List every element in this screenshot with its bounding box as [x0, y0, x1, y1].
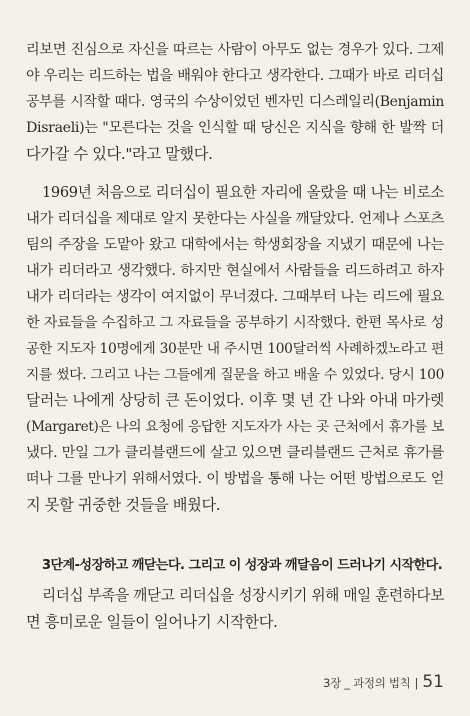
text-line: 내가 리더라고 생각했다. 하지만 현실에서 사람들을 리드하려고 하자: [26, 263, 444, 279]
text-line: 지를 썼다. 그리고 나는 그들에게 질문을 하고 배울 수 있었다. 당시 100: [26, 367, 444, 383]
text-line: 달러는 나에게 상당히 큰 돈이었다. 이후 몇 년 간 나와 아내 마가렛: [26, 392, 444, 409]
text-line: 팀의 주장을 도맡아 왔고 대학에서는 학생회장을 지냈기 때문에 나는: [26, 237, 444, 253]
text-line: Disraeli)는 "모른다는 것을 인식할 때 당신은 지식을 향해 한 발짝 더: [26, 120, 444, 136]
text-line: 떠나 그를 만나기 위해서였다. 이 방법을 통해 나는 어떤 방법으로도 얻: [26, 471, 444, 487]
text-line: 리보면 진심으로 자신을 따르는 사람이 아무도 없는 경우가 있다. 그제: [26, 42, 444, 58]
text-line: 리더십 부족을 깨닫고 리더십을 성장시키기 위해 매일 훈련하다보: [42, 587, 444, 604]
footer-separator: |: [414, 676, 419, 690]
text-line: 냈다. 만일 그가 클리블랜드에 살고 있으면 클리블랜드 근처로 휴가를: [26, 445, 444, 461]
text-line: (Margaret)은 나의 요청에 응답한 지도자가 사는 곳 근처에서 휴가를 보: [26, 419, 444, 435]
text-line: 내가 리더라는 생각이 여지없이 무너졌다. 그때부터 나는 리드에 필요: [26, 289, 444, 305]
text-line: 야 우리는 리드하는 법을 배워야 한다고 생각한다. 그때가 바로 리더십: [26, 68, 444, 84]
text-line: 지 못할 귀중한 것들을 배웠다.: [26, 496, 221, 514]
text-line: 공한 지도자 10명에게 30분만 내 주시면 100달러씩 사례하겠노라고 편: [26, 341, 444, 357]
chapter-title: 3장 _ 과정의 법칙: [323, 676, 411, 690]
text-line: 면 흥미로운 일들이 일어나기 시작한다.: [26, 613, 278, 631]
text-line: 1969년 처음으로 리더십이 필요한 자리에 올랐을 때 나는 비로소: [42, 184, 444, 201]
text-line: 공부를 시작할 때다. 영국의 수상이었던 벤자민 디스레일리(Benjamin: [26, 94, 444, 110]
page-footer: [323, 672, 444, 700]
page-number: 51: [422, 672, 444, 692]
text-line: 다가갈 수 있다."라고 말했다.: [26, 145, 213, 163]
section-heading: 3단계-성장하고 깨닫는다. 그리고 이 성장과 깨달음이 드러나기 시작한다.: [42, 558, 443, 573]
text-line: 내가 리더십을 제대로 알지 못한다는 사실을 깨달았다. 언제나 스포츠: [26, 211, 444, 227]
text-line: 한 자료들을 수집하고 그 자료들을 공부하기 시작했다. 한편 목사로 성: [26, 315, 444, 331]
